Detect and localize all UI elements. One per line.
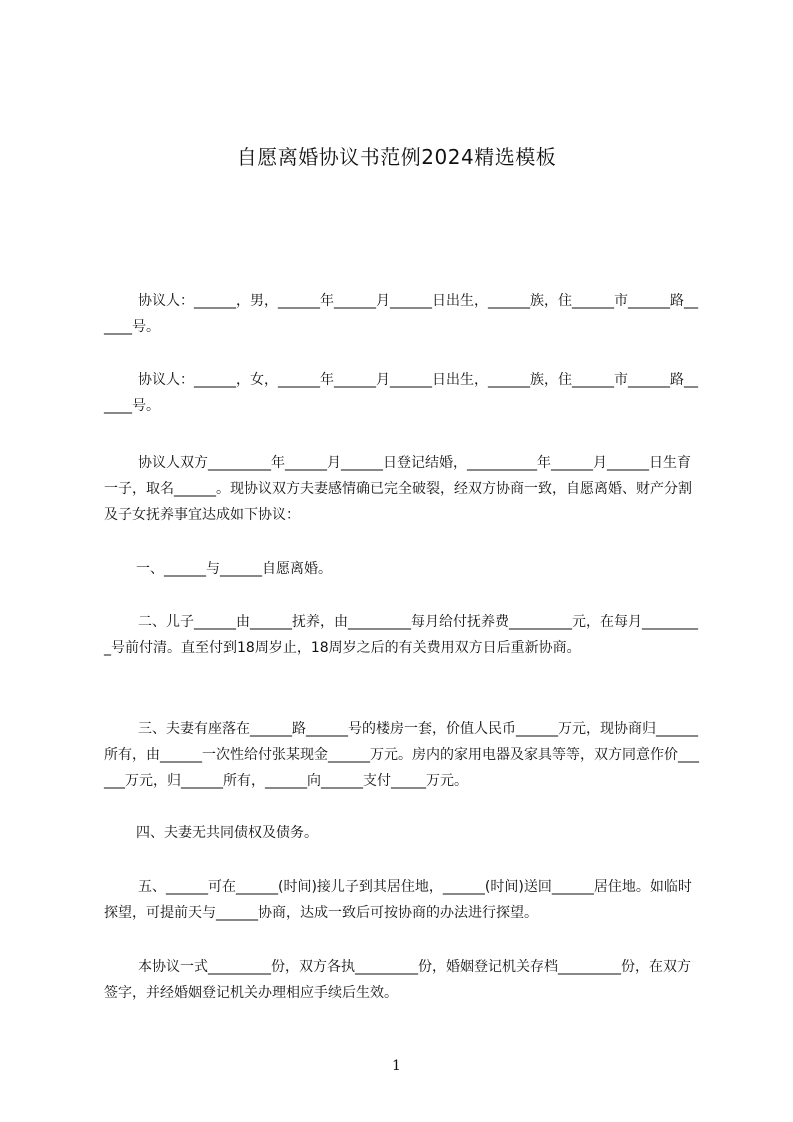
- page-number: 1: [392, 1058, 401, 1074]
- paragraph-clause-3: 三、夫妻有座落在______路______号的楼房一套，价值人民币______万元，现协商归______所有，由______一次性给付张某现金______万元。房内的家用电器及家具等等，双方同意作价______万元，归______所有，______向______支付_____万元。: [104, 721, 699, 789]
- paragraph-party-male: 协议人：______，男，______年______月______日出生，______族，住______市______路______号。: [104, 293, 698, 335]
- paragraph-marriage-info: 协议人双方_________年______月______日登记结婚，__________年______月______日生育一子，取名______。现协议双方夫妻感情确已完全破裂，经双方协商一致，自愿离婚、财产分割及子女抚养事宜达成如下协议：: [104, 455, 692, 523]
- paragraph-copies-clause: 本协议一式_________份，双方各执_________份，婚姻登记机关存档_________份，在双方签字，并经婚姻登记机关办理相应手续后生效。: [104, 959, 691, 1001]
- paragraph-clause-4: 四、夫妻无共同债权及债务。: [136, 825, 318, 841]
- paragraph-clause-1: 一、______与______自愿离婚。: [136, 561, 332, 577]
- document-title: 自愿离婚协议书范例2024精选模板: [236, 145, 557, 169]
- paragraph-clause-2: 二、儿子______由______抚养，由_________每月给付抚养费_________元，在每月_________号前付清。直至付到18周岁止，18周岁之后的有关费用双方日后重新协商。: [104, 614, 698, 656]
- paragraph-clause-5: 五、______可在______(时间)接儿子到其居住地，______(时间)送回______居住地。如临时探望，可提前天与______协商，达成一致后可按协商的办法进行探望。: [104, 879, 692, 921]
- paragraph-party-female: 协议人：______，女，______年______月______日出生，______族，住______市______路______号。: [104, 372, 698, 414]
